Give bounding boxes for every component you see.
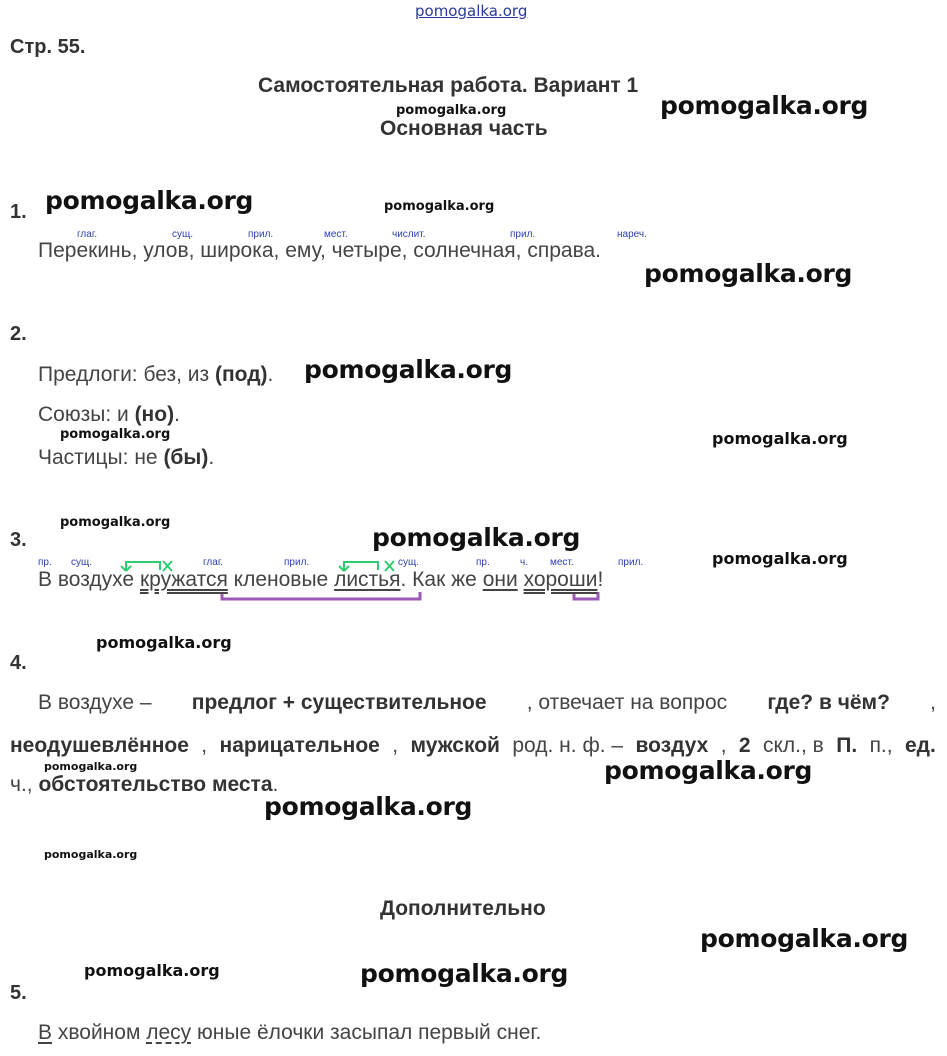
- watermark: pomogalka.org: [44, 760, 138, 773]
- watermark: pomogalka.org: [84, 961, 220, 980]
- task-number: 5.: [10, 982, 27, 1004]
- conjunctions-line: Союзы: и (но).: [38, 403, 180, 426]
- pos-tag: ч.: [520, 557, 528, 568]
- watermark: pomogalka.org: [45, 186, 254, 215]
- pos-tag: глаг.: [203, 557, 224, 568]
- pos-tag: нареч.: [617, 229, 647, 240]
- task-number: 1.: [10, 201, 27, 223]
- watermark: pomogalka.org: [604, 756, 813, 785]
- watermark: pomogalka.org: [96, 633, 232, 652]
- pos-tag: пр.: [38, 557, 52, 568]
- watermark: pomogalka.org: [264, 792, 473, 821]
- purple-bracket: [222, 592, 420, 599]
- task5-sentence: В хвойном лесу юные ёлочки засыпал первый снег.: [38, 1021, 542, 1044]
- task4-line2: неодушевлённое , нарицательное , мужской род. н. ф. – воздух , 2 скл., в П. п., ед.: [10, 734, 936, 757]
- watermark: pomogalka.org: [372, 523, 581, 552]
- pos-tag: сущ.: [172, 229, 194, 240]
- watermark: pomogalka.org: [384, 199, 495, 214]
- task-number: 4.: [10, 652, 27, 674]
- particles-line: Частицы: не (бы).: [38, 446, 215, 469]
- prepositions-line: Предлоги: без, из (под).: [38, 363, 274, 386]
- pos-tag: прил.: [284, 557, 310, 568]
- watermark: pomogalka.org: [304, 355, 513, 384]
- pos-tag: прил.: [618, 557, 644, 568]
- watermark: pomogalka.org: [644, 259, 853, 288]
- watermark: pomogalka.org: [44, 848, 138, 861]
- pos-tag: прил.: [510, 229, 536, 240]
- watermark: pomogalka.org: [660, 91, 869, 120]
- watermark: pomogalka.org: [360, 959, 569, 988]
- task3-sentence: В воздухе кружатся кленовые листья. Как же они хороши!: [38, 568, 604, 591]
- page-title: Самостоятельная работа. Вариант 1: [258, 74, 639, 97]
- pos-tag: мест.: [550, 557, 574, 568]
- watermark: pomogalka.org: [396, 103, 507, 118]
- pos-tag: числит.: [392, 229, 426, 240]
- watermark: pomogalka.org: [60, 427, 171, 442]
- watermark: pomogalka.org: [712, 549, 848, 568]
- pos-tag: глаг.: [77, 229, 98, 240]
- pos-tag: сущ.: [398, 557, 420, 568]
- purple-bracket: [574, 592, 598, 599]
- task4-line1: В воздухе – предлог + существительное , отвечает на вопрос где? в чём? ,: [38, 691, 936, 714]
- watermark: pomogalka.org: [700, 924, 909, 953]
- task-number: 2.: [10, 323, 27, 345]
- task4-line3: ч., обстоятельство места.: [10, 773, 279, 796]
- pos-tag: пр.: [476, 557, 490, 568]
- pos-tag: прил.: [248, 229, 274, 240]
- task-number: 3.: [10, 529, 27, 551]
- page-subtitle: Основная часть: [380, 117, 548, 140]
- additional-title: Дополнительно: [380, 897, 546, 920]
- page-label: Стр. 55.: [10, 36, 86, 58]
- watermark: pomogalka.org: [60, 515, 171, 530]
- top-watermark: pomogalka.org: [415, 2, 528, 20]
- watermark: pomogalka.org: [712, 429, 848, 448]
- pos-tag: мест.: [324, 229, 348, 240]
- pos-tag: сущ.: [71, 557, 93, 568]
- task1-sentence: Перекинь, улов, широка, ему, четыре, солнечная, справа.: [38, 239, 602, 262]
